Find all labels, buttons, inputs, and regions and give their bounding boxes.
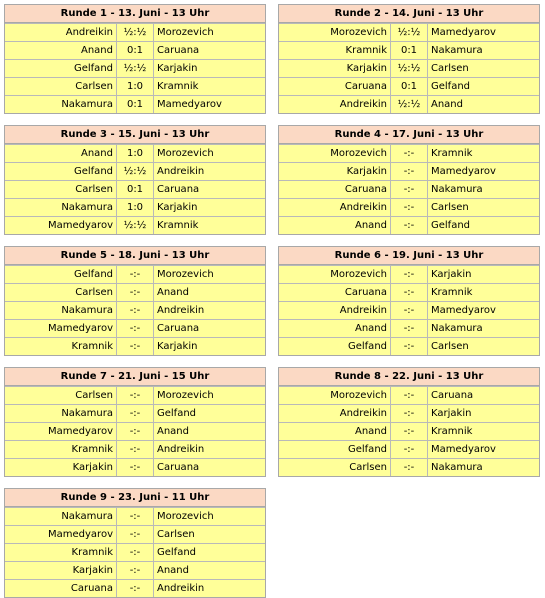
black-player: Karjakin (431, 408, 472, 419)
game-row (279, 319, 539, 337)
game-row (5, 337, 265, 355)
game-result: 0:1 (391, 42, 428, 59)
game-row (5, 23, 265, 41)
white-player: Nakamura (5, 302, 117, 319)
game-result: ½:½ (117, 217, 154, 234)
game-row (279, 77, 539, 95)
white-player: Gelfand (5, 266, 117, 283)
round-header: Runde 5 - 18. Juni - 13 Uhr (5, 247, 265, 265)
black-player: Mamedyarov (431, 27, 496, 38)
black-player: Nakamura (431, 45, 483, 56)
black-player: Mamedyarov (157, 99, 222, 110)
white-player: Anand (5, 42, 117, 59)
black-player: Caruana (431, 390, 474, 401)
white-player: Karjakin (5, 562, 117, 579)
black-player: Nakamura (431, 462, 483, 473)
game-result: -:- (391, 266, 428, 283)
white-player: Gelfand (279, 338, 391, 355)
game-row (279, 440, 539, 458)
black-player: Anand (157, 287, 189, 298)
game-row (279, 301, 539, 319)
game-result: -:- (391, 302, 428, 319)
game-row (279, 216, 539, 234)
game-row (5, 579, 265, 597)
black-player: Karjakin (157, 63, 198, 74)
black-player: Carlsen (431, 63, 469, 74)
game-row (5, 440, 265, 458)
white-player: Gelfand (279, 441, 391, 458)
round-table (4, 125, 266, 235)
black-player: Karjakin (157, 202, 198, 213)
black-player: Kramnik (431, 426, 473, 437)
white-player: Mamedyarov (5, 320, 117, 337)
white-player: Carlsen (5, 78, 117, 95)
black-player: Carlsen (157, 529, 195, 540)
game-result: -:- (391, 441, 428, 458)
game-result: -:- (117, 405, 154, 422)
game-result: -:- (117, 562, 154, 579)
game-row (5, 561, 265, 579)
game-row (279, 337, 539, 355)
round-header: Runde 4 - 17. Juni - 13 Uhr (279, 126, 539, 144)
game-result: -:- (117, 423, 154, 440)
game-result: -:- (117, 284, 154, 301)
game-row (5, 507, 265, 525)
game-result: -:- (391, 387, 428, 404)
round-header: Runde 6 - 19. Juni - 13 Uhr (279, 247, 539, 265)
game-row (5, 525, 265, 543)
white-player: Morozevich (279, 24, 391, 41)
game-row (5, 283, 265, 301)
white-player: Nakamura (5, 96, 117, 113)
game-row (5, 198, 265, 216)
black-player: Carlsen (431, 202, 469, 213)
white-player: Mamedyarov (5, 526, 117, 543)
white-player: Morozevich (279, 387, 391, 404)
game-row (279, 180, 539, 198)
game-row (5, 144, 265, 162)
white-player: Kramnik (5, 441, 117, 458)
game-result: -:- (391, 423, 428, 440)
black-player: Gelfand (431, 220, 471, 231)
round-header: Runde 2 - 14. Juni - 13 Uhr (279, 5, 539, 23)
game-result: 0:1 (117, 181, 154, 198)
game-row (279, 283, 539, 301)
round-header: Runde 1 - 13. Juni - 13 Uhr (5, 5, 265, 23)
game-result: -:- (117, 580, 154, 597)
game-row (5, 543, 265, 561)
game-row (5, 265, 265, 283)
black-player: Nakamura (431, 184, 483, 195)
game-result: 0:1 (117, 96, 154, 113)
game-row (279, 458, 539, 476)
black-player: Morozevich (157, 27, 214, 38)
game-row (5, 404, 265, 422)
game-result: 1:0 (117, 145, 154, 162)
white-player: Nakamura (5, 405, 117, 422)
white-player: Nakamura (5, 508, 117, 525)
game-row (5, 319, 265, 337)
game-row (279, 198, 539, 216)
game-row (279, 404, 539, 422)
white-player: Anand (279, 320, 391, 337)
white-player: Caruana (279, 181, 391, 198)
black-player: Kramnik (157, 220, 199, 231)
black-player: Karjakin (431, 269, 472, 280)
game-result: ½:½ (117, 163, 154, 180)
game-result: 0:1 (117, 42, 154, 59)
black-player: Andreikin (157, 305, 205, 316)
round-table (278, 4, 540, 114)
black-player: Kramnik (431, 148, 473, 159)
game-result: 1:0 (117, 199, 154, 216)
game-row (279, 422, 539, 440)
white-player: Kramnik (279, 42, 391, 59)
game-row (279, 59, 539, 77)
round-table (4, 4, 266, 114)
black-player: Kramnik (431, 287, 473, 298)
black-player: Gelfand (431, 81, 471, 92)
white-player: Anand (279, 217, 391, 234)
game-result: -:- (391, 163, 428, 180)
white-player: Kramnik (5, 338, 117, 355)
round-table (4, 488, 266, 598)
game-row (5, 77, 265, 95)
round-header: Runde 8 - 22. Juni - 13 Uhr (279, 368, 539, 386)
white-player: Karjakin (5, 459, 117, 476)
game-result: ½:½ (391, 24, 428, 41)
round-table (278, 246, 540, 356)
white-player: Andreikin (279, 302, 391, 319)
white-player: Carlsen (279, 459, 391, 476)
game-row (5, 162, 265, 180)
game-result: -:- (391, 145, 428, 162)
white-player: Morozevich (279, 145, 391, 162)
game-row (279, 41, 539, 59)
black-player: Mamedyarov (431, 305, 496, 316)
game-row (5, 95, 265, 113)
game-result: 0:1 (391, 78, 428, 95)
game-result: -:- (117, 526, 154, 543)
round-table (4, 367, 266, 477)
game-result: ½:½ (117, 60, 154, 77)
game-result: -:- (117, 459, 154, 476)
game-result: -:- (391, 405, 428, 422)
black-player: Morozevich (157, 148, 214, 159)
white-player: Karjakin (279, 60, 391, 77)
black-player: Anand (157, 565, 189, 576)
white-player: Mamedyarov (5, 217, 117, 234)
black-player: Andreikin (157, 583, 205, 594)
white-player: Anand (5, 145, 117, 162)
black-player: Caruana (157, 184, 200, 195)
game-result: -:- (391, 284, 428, 301)
game-result: -:- (391, 320, 428, 337)
black-player: Gelfand (157, 547, 197, 558)
black-player: Kramnik (157, 81, 199, 92)
black-player: Morozevich (157, 511, 214, 522)
white-player: Caruana (5, 580, 117, 597)
white-player: Mamedyarov (5, 423, 117, 440)
black-player: Karjakin (157, 341, 198, 352)
round-table (4, 246, 266, 356)
game-row (5, 59, 265, 77)
white-player: Carlsen (5, 284, 117, 301)
game-result: -:- (391, 217, 428, 234)
game-result: -:- (117, 338, 154, 355)
white-player: Anand (279, 423, 391, 440)
game-row (5, 41, 265, 59)
black-player: Caruana (157, 45, 200, 56)
black-player: Gelfand (157, 408, 197, 419)
black-player: Nakamura (431, 323, 483, 334)
game-row (279, 265, 539, 283)
white-player: Andreikin (5, 24, 117, 41)
round-header: Runde 9 - 23. Juni - 11 Uhr (5, 489, 265, 507)
game-row (279, 95, 539, 113)
game-row (5, 180, 265, 198)
game-result: -:- (391, 338, 428, 355)
game-result: -:- (117, 508, 154, 525)
game-row (279, 144, 539, 162)
black-player: Andreikin (157, 166, 205, 177)
white-player: Andreikin (279, 199, 391, 216)
game-row (5, 386, 265, 404)
game-row (5, 301, 265, 319)
white-player: Gelfand (5, 60, 117, 77)
white-player: Karjakin (279, 163, 391, 180)
game-row (279, 386, 539, 404)
game-result: -:- (117, 387, 154, 404)
round-header: Runde 3 - 15. Juni - 13 Uhr (5, 126, 265, 144)
round-header: Runde 7 - 21. Juni - 15 Uhr (5, 368, 265, 386)
white-player: Caruana (279, 78, 391, 95)
game-result: -:- (117, 266, 154, 283)
game-row (5, 216, 265, 234)
black-player: Mamedyarov (431, 444, 496, 455)
white-player: Morozevich (279, 266, 391, 283)
black-player: Morozevich (157, 269, 214, 280)
black-player: Carlsen (431, 341, 469, 352)
game-result: -:- (391, 199, 428, 216)
black-player: Mamedyarov (431, 166, 496, 177)
black-player: Anand (157, 426, 189, 437)
game-result: -:- (117, 441, 154, 458)
game-result: -:- (117, 320, 154, 337)
white-player: Kramnik (5, 544, 117, 561)
black-player: Andreikin (157, 444, 205, 455)
game-row (5, 422, 265, 440)
game-result: -:- (391, 181, 428, 198)
white-player: Caruana (279, 284, 391, 301)
game-row (279, 162, 539, 180)
white-player: Carlsen (5, 387, 117, 404)
black-player: Caruana (157, 462, 200, 473)
game-result: -:- (117, 302, 154, 319)
black-player: Morozevich (157, 390, 214, 401)
game-result: ½:½ (391, 60, 428, 77)
game-row (279, 23, 539, 41)
white-player: Andreikin (279, 96, 391, 113)
game-row (5, 458, 265, 476)
game-result: ½:½ (117, 24, 154, 41)
black-player: Caruana (157, 323, 200, 334)
game-result: -:- (391, 459, 428, 476)
white-player: Nakamura (5, 199, 117, 216)
game-result: 1:0 (117, 78, 154, 95)
black-player: Anand (431, 99, 463, 110)
game-result: ½:½ (391, 96, 428, 113)
white-player: Andreikin (279, 405, 391, 422)
round-table (278, 367, 540, 477)
game-result: -:- (117, 544, 154, 561)
round-table (278, 125, 540, 235)
white-player: Carlsen (5, 181, 117, 198)
white-player: Gelfand (5, 163, 117, 180)
